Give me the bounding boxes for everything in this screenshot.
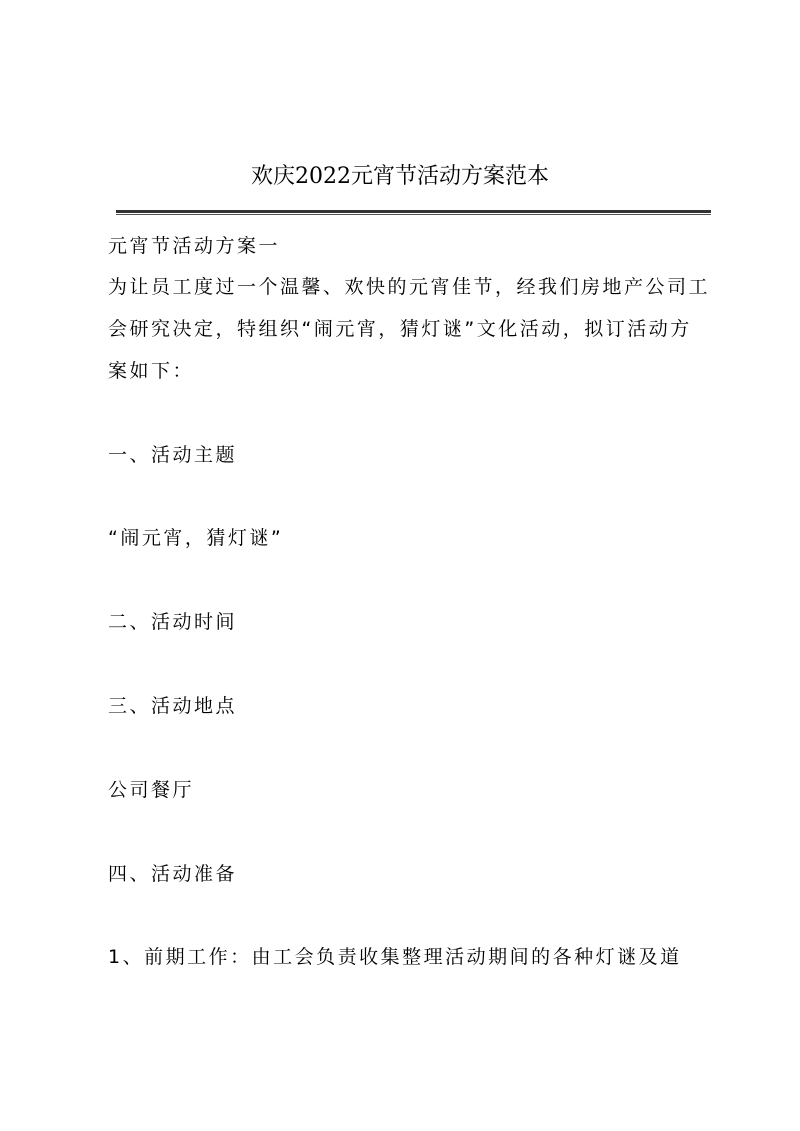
title-divider-thick (116, 210, 711, 213)
section-heading-theme: 一、活动主题 (108, 444, 238, 466)
section-content-location: 公司餐厅 (108, 779, 195, 801)
section-item-preparation-1: 1、前期工作：由工会负责收集整理活动期间的各种灯谜及道 (108, 946, 682, 968)
intro-line-1: 为让员工度过一个温馨、欢快的元宵佳节，经我们房地产公司工 (108, 276, 711, 298)
section-content-theme: “闹元宵，猜灯谜” (108, 527, 284, 549)
subtitle: 元宵节活动方案一 (108, 235, 281, 257)
section-heading-preparation: 四、活动准备 (108, 863, 238, 885)
intro-line-3: 案如下： (108, 360, 195, 382)
section-heading-location: 三、活动地点 (108, 695, 238, 717)
title-divider-thin (116, 214, 711, 215)
intro-line-2: 会研究决定，特组织“闹元宵，猜灯谜”文化活动，拟订活动方 (108, 318, 692, 340)
section-heading-time: 二、活动时间 (108, 611, 238, 633)
document-title: 欢庆2022元宵节活动方案范本 (251, 164, 549, 189)
